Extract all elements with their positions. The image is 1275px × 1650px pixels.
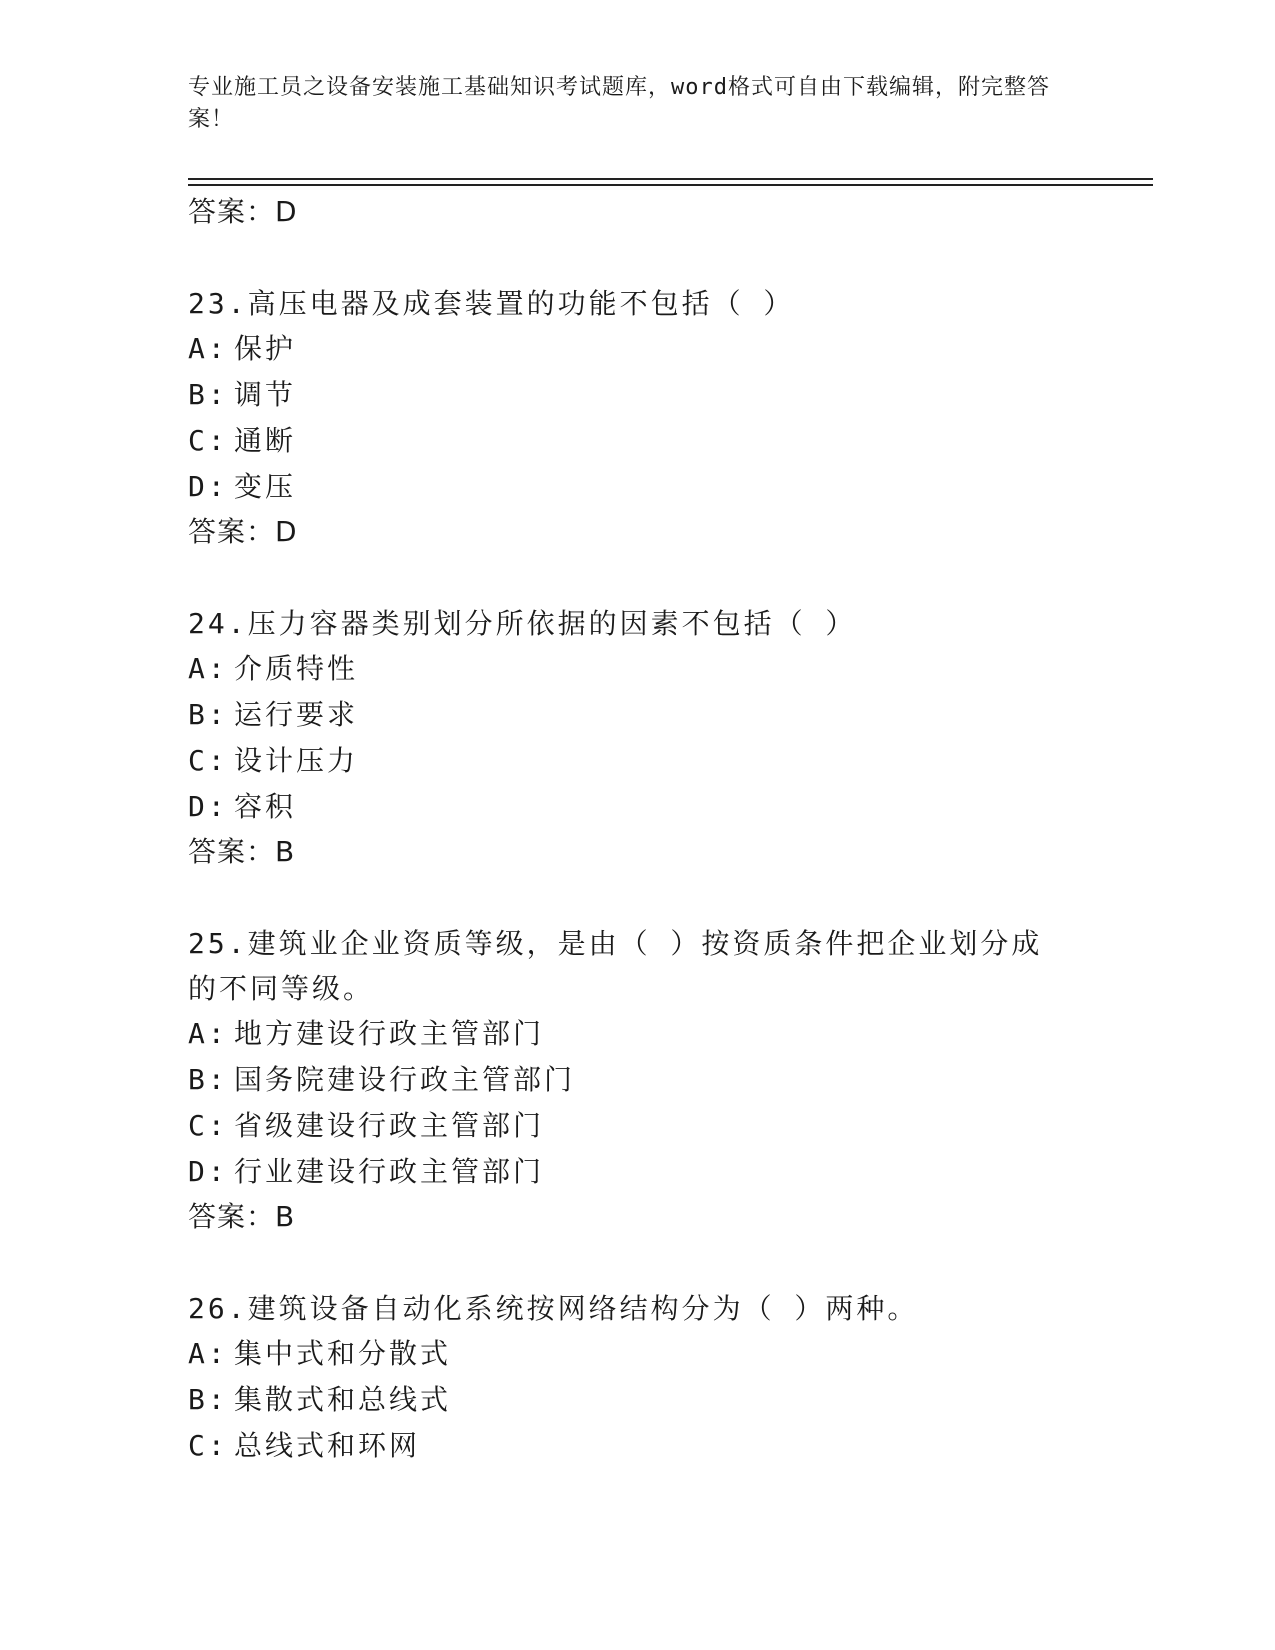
question-23 (188, 281, 1068, 554)
option-text: 省级建设行政主管部门 (234, 1109, 545, 1142)
question-25 (188, 921, 1068, 1239)
question-26 (188, 1286, 1068, 1469)
header-rule-top (188, 178, 1153, 180)
option-letter: D: (188, 790, 228, 823)
option-letter: B: (188, 378, 228, 411)
option-a (188, 326, 1068, 372)
option-d (188, 784, 1068, 830)
option-text: 运行要求 (234, 698, 359, 731)
option-c (188, 1423, 1068, 1469)
question-text: 23.高压电器及成套装置的功能不包括（ ） (188, 287, 795, 320)
option-c (188, 1103, 1068, 1149)
option-text: 通断 (234, 424, 297, 457)
option-text: 行业建设行政主管部门 (234, 1155, 545, 1188)
option-letter: C: (188, 424, 228, 457)
answer: 答案：B (188, 835, 296, 868)
option-letter: C: (188, 744, 228, 777)
question-text: 26.建筑设备自动化系统按网络结构分为（ ）两种。 (188, 1292, 919, 1325)
option-a (188, 646, 1068, 692)
option-text: 介质特性 (234, 652, 359, 685)
answer: 答案：B (188, 1200, 296, 1233)
option-letter: A: (188, 1337, 228, 1370)
question-list (188, 190, 1068, 1469)
previous-answer: 答案：D (188, 195, 298, 228)
answer: 答案：D (188, 515, 298, 548)
question-text: 24.压力容器类别划分所依据的因素不包括（ ） (188, 607, 857, 640)
option-text: 地方建设行政主管部门 (234, 1017, 545, 1050)
option-text: 集散式和总线式 (234, 1383, 452, 1416)
option-letter: B: (188, 698, 228, 731)
option-text: 保护 (234, 332, 297, 365)
option-text: 容积 (234, 790, 297, 823)
option-letter: B: (188, 1063, 228, 1096)
option-b (188, 372, 1068, 418)
option-letter: B: (188, 1383, 228, 1416)
option-b (188, 1377, 1068, 1423)
option-c (188, 418, 1068, 464)
option-letter: C: (188, 1429, 228, 1462)
option-text: 总线式和环网 (234, 1429, 421, 1462)
option-letter: A: (188, 652, 228, 685)
option-c (188, 738, 1068, 784)
option-a (188, 1331, 1068, 1377)
option-text: 集中式和分散式 (234, 1337, 452, 1370)
option-letter: A: (188, 1017, 228, 1050)
option-letter: D: (188, 470, 228, 503)
option-a (188, 1011, 1068, 1057)
option-text: 国务院建设行政主管部门 (234, 1063, 576, 1096)
question-text: 25.建筑业企业资质等级，是由（ ）按资质条件把企业划分成的不同等级。 (188, 927, 1043, 1005)
option-text: 调节 (234, 378, 297, 411)
option-letter: C: (188, 1109, 228, 1142)
option-text: 变压 (234, 470, 297, 503)
option-text: 设计压力 (234, 744, 359, 777)
option-d (188, 1149, 1068, 1195)
option-b (188, 692, 1068, 738)
question-24 (188, 601, 1068, 874)
option-letter: A: (188, 332, 228, 365)
option-d (188, 464, 1068, 510)
header-rule-bottom (188, 184, 1153, 186)
option-b (188, 1057, 1068, 1103)
document-header: 专业施工员之设备安装施工基础知识考试题库，word格式可自由下载编辑，附完整答案！ (188, 75, 1050, 132)
option-letter: D: (188, 1155, 228, 1188)
